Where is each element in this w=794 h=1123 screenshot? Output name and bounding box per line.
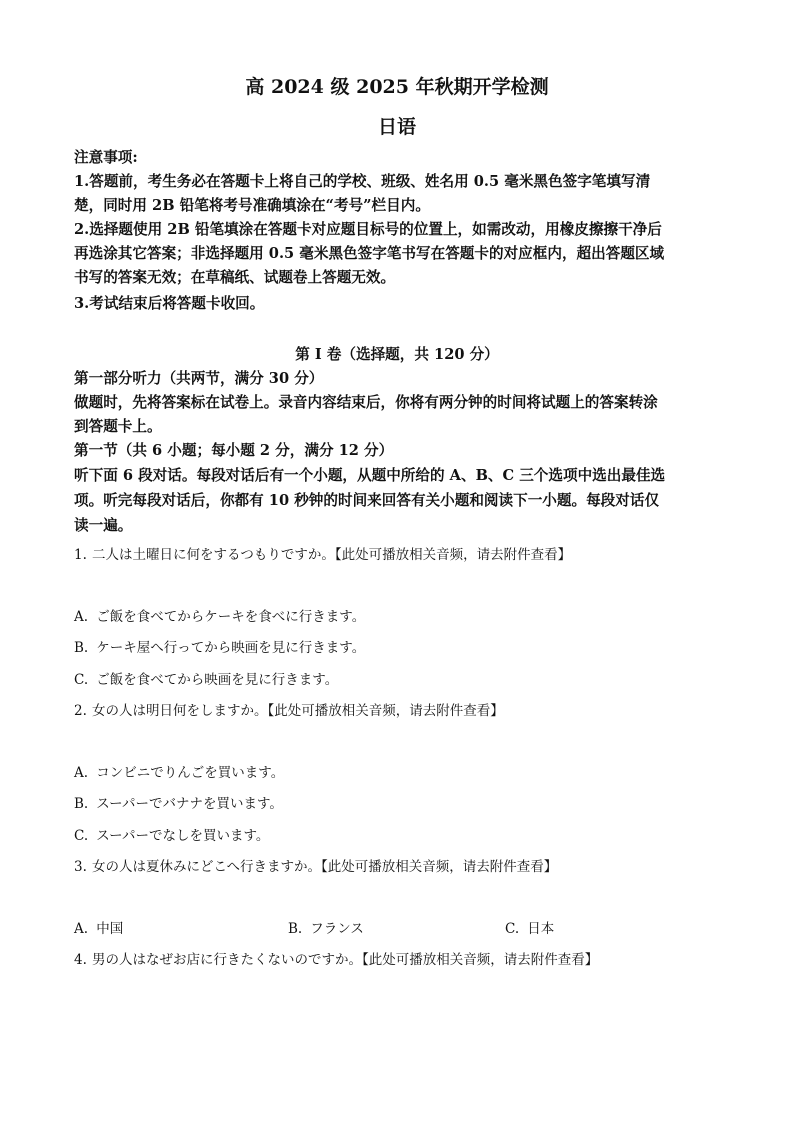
option-letter: B. bbox=[74, 796, 89, 812]
option-letter: C. bbox=[505, 921, 520, 937]
exam-title: 高 2024 级 2025 年秋期开学检测 bbox=[245, 76, 549, 98]
question-number: 3. bbox=[74, 859, 87, 875]
question-text: 女の人は明日何をしますか。 bbox=[92, 703, 268, 719]
option-text: ご飯を食べてから映画を見に行きます。 bbox=[96, 672, 339, 688]
question-text: 二人は土曜日に何をするつもりですか。 bbox=[92, 547, 335, 563]
question-number: 4. bbox=[74, 952, 87, 968]
option-1b bbox=[74, 638, 365, 658]
option-letter: A. bbox=[74, 921, 89, 937]
notice-line: 再选涂其它答案；非选择题用 0.5 毫米黑色签字笔书写在答题卡的对应框内，超出答题区域 bbox=[74, 245, 665, 262]
option-text: フランス bbox=[310, 921, 364, 937]
subject-title: 日语 bbox=[377, 116, 416, 138]
question-text: 女の人は夏休みにどこへ行きますか。 bbox=[92, 859, 321, 875]
option-text: スーパーでなしを買います。 bbox=[96, 828, 270, 844]
notice-heading: 注意事项: bbox=[74, 149, 138, 166]
option-text: 日本 bbox=[527, 921, 555, 937]
notice-line: 2.选择题使用 2B 铅笔填涂在答题卡对应题目标号的位置上，如需改动，用橡皮擦擦干净后 bbox=[74, 221, 662, 238]
option-text: ケーキ屋へ行ってから映画を見に行きます。 bbox=[96, 640, 366, 656]
option-text: コンビニでりんごを買います。 bbox=[96, 765, 285, 781]
question-1 bbox=[74, 545, 571, 565]
section1-instruction: 听下面 6 段对话。每段对话后有一个小题，从题中所给的 A、B、C 三个选项中选出最佳选 bbox=[74, 467, 666, 484]
option-2b bbox=[74, 794, 283, 814]
question-3 bbox=[74, 857, 557, 877]
option-text: 中国 bbox=[96, 921, 124, 937]
volume-heading: 第 I 卷（选择题，共 120 分） bbox=[295, 346, 499, 363]
option-letter: A. bbox=[74, 609, 89, 625]
audio-link[interactable]: 【此处可播放相关音频，请去附件查看】 bbox=[362, 952, 599, 968]
option-1c bbox=[74, 670, 338, 690]
option-2a bbox=[74, 763, 284, 783]
question-4 bbox=[74, 950, 598, 970]
notice-line: 1.答题前，考生务必在答题卡上将自己的学校、班级、姓名用 0.5 毫米黑色签字笔填写清 bbox=[74, 173, 651, 190]
audio-link[interactable]: 【此处可播放相关音频，请去附件查看】 bbox=[267, 703, 504, 719]
option-1a bbox=[74, 607, 365, 627]
part1-instruction: 做题时，先将答案标在试卷上。录音内容结束后，你将有两分钟的时间将试题上的答案转涂 bbox=[74, 394, 658, 411]
option-letter: B. bbox=[74, 640, 89, 656]
section1-instruction: 项。听完每段对话后，你都有 10 秒钟的时间来回答有关小题和阅读下一小题。每段对话仅 bbox=[74, 492, 660, 509]
question-number: 1. bbox=[74, 547, 87, 563]
option-text: スーパーでバナナを買います。 bbox=[96, 796, 283, 812]
option-text: ご飯を食べてからケーキを食べに行きます。 bbox=[96, 609, 366, 625]
option-letter: B. bbox=[288, 921, 303, 937]
notice-line: 3.考试结束后将答题卡收回。 bbox=[74, 295, 265, 312]
notice-line: 书写的答案无效；在草稿纸、试题卷上答题无效。 bbox=[74, 269, 396, 286]
audio-link[interactable]: 【此处可播放相关音频，请去附件查看】 bbox=[334, 547, 572, 563]
option-3b bbox=[288, 919, 364, 939]
notice-line: 楚，同时用 2B 铅笔将考号准确填涂在“考号”栏目内。 bbox=[74, 197, 430, 214]
option-letter: C. bbox=[74, 828, 89, 844]
question-number: 2. bbox=[74, 703, 87, 719]
question-text: 男の人はなぜお店に行きたくないのですか。 bbox=[92, 952, 362, 968]
option-2c bbox=[74, 826, 269, 846]
part1-instruction: 到答题卡上。 bbox=[74, 418, 162, 435]
part1-heading: 第一部分听力（共两节，满分 30 分） bbox=[74, 370, 324, 387]
question-2 bbox=[74, 701, 504, 721]
option-3a bbox=[74, 919, 123, 939]
audio-link[interactable]: 【此处可播放相关音频，请去附件查看】 bbox=[320, 859, 558, 875]
option-letter: A. bbox=[74, 765, 89, 781]
section1-instruction: 读一遍。 bbox=[74, 517, 133, 534]
option-letter: C. bbox=[74, 672, 89, 688]
section1-heading: 第一节（共 6 小题；每小题 2 分，满分 12 分） bbox=[74, 442, 394, 459]
option-3c bbox=[505, 919, 554, 939]
